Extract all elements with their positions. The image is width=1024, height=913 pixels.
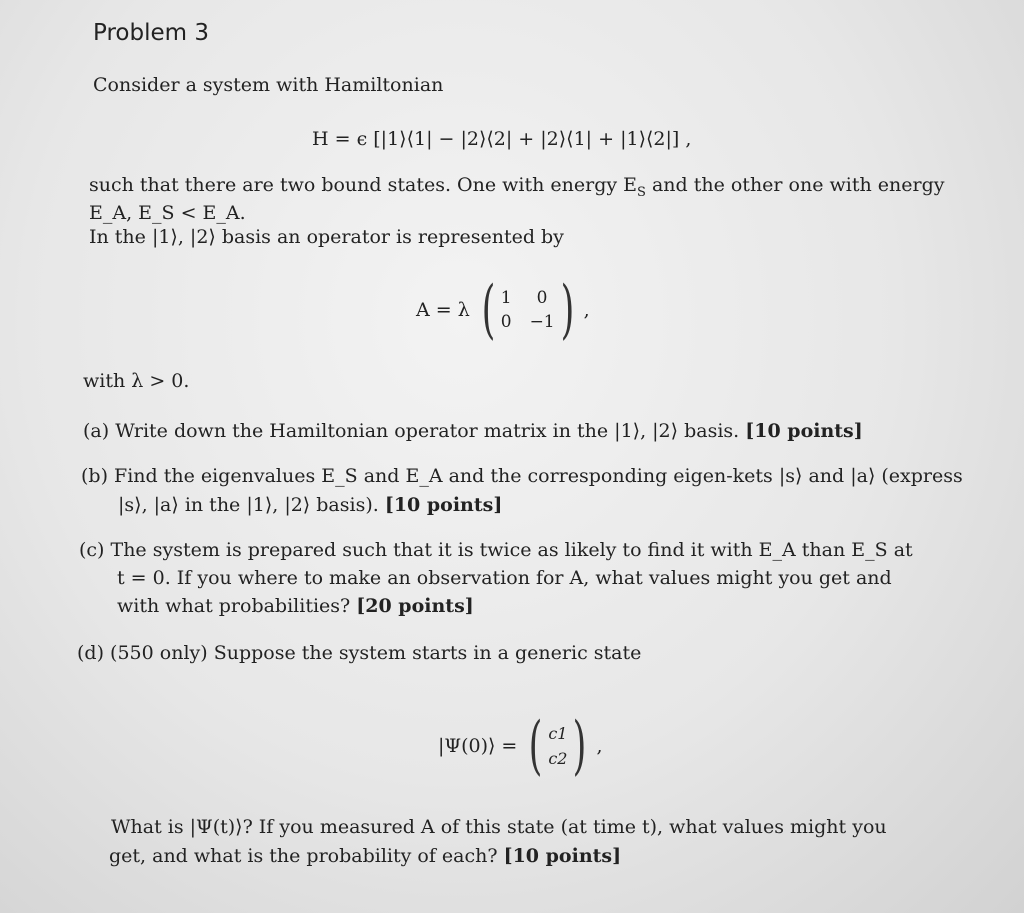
part-b-line-2: |s⟩, |a⟩ in the |1⟩, |2⟩ basis). [10 points]	[118, 494, 503, 516]
part-b-line-1: (b) Find the eigenvalues E_S and E_A and the corresponding eigen-kets |s⟩ and |a⟩ (express	[81, 465, 963, 487]
operator-label: A = λ	[416, 299, 470, 321]
part-d: (d) (550 only) Suppose the system starts in a generic state	[77, 642, 642, 664]
state-vector: |Ψ(0)⟩ = ( c1 c2 ) ,	[438, 709, 603, 783]
part-c-line-3: with what probabilities? [20 points]	[117, 595, 474, 617]
matrix-cell: 0	[536, 288, 548, 308]
part-c-line-2: t = 0. If you where to make an observation for A, what values might you get and	[117, 567, 892, 589]
problem-title: Problem 3	[93, 20, 209, 46]
hamiltonian-equation: H = ϵ [|1⟩⟨1| − |2⟩⟨2| + |2⟩⟨1| + |1⟩⟨2|] ,	[312, 128, 692, 150]
part-a: (a) Write down the Hamiltonian operator matrix in the |1⟩, |2⟩ basis. [10 points]	[83, 420, 863, 442]
right-paren: )	[573, 709, 587, 783]
vector-cell: c1	[548, 724, 568, 743]
state-label: |Ψ(0)⟩ =	[438, 735, 518, 757]
left-paren: (	[481, 273, 496, 347]
vector-cell: c2	[548, 749, 568, 768]
bound-states-line-1: such that there are two bound states. One with energy $E_S$ and the other one with energy	[89, 174, 945, 200]
left-paren: (	[528, 709, 543, 783]
operator-matrix: A = λ ( 1 0 0 −1 ) ,	[416, 273, 590, 347]
basis-text: In the |1⟩, |2⟩ basis an operator is represented by	[89, 226, 564, 248]
vector-grid	[548, 724, 567, 768]
right-paren: )	[560, 273, 574, 347]
matrix-cell: −1	[529, 312, 555, 332]
matrix-cell: 0	[500, 312, 512, 332]
bound-states-line-2: E_A, E_S < E_A.	[89, 202, 246, 224]
final-question-line-2: get, and what is the probability of each? [10 points]	[109, 845, 622, 867]
part-c-line-1: (c) The system is prepared such that it is twice as likely to find it with E_A than E_S at	[79, 539, 913, 561]
intro-text: Consider a system with Hamiltonian	[93, 74, 444, 96]
lambda-condition: with λ > 0.	[83, 370, 190, 392]
matrix-cell: 1	[500, 288, 512, 308]
matrix-grid	[501, 288, 555, 332]
final-question-line-1: What is |Ψ(t)⟩? If you measured A of this state (at time t), what values might you	[111, 816, 887, 838]
